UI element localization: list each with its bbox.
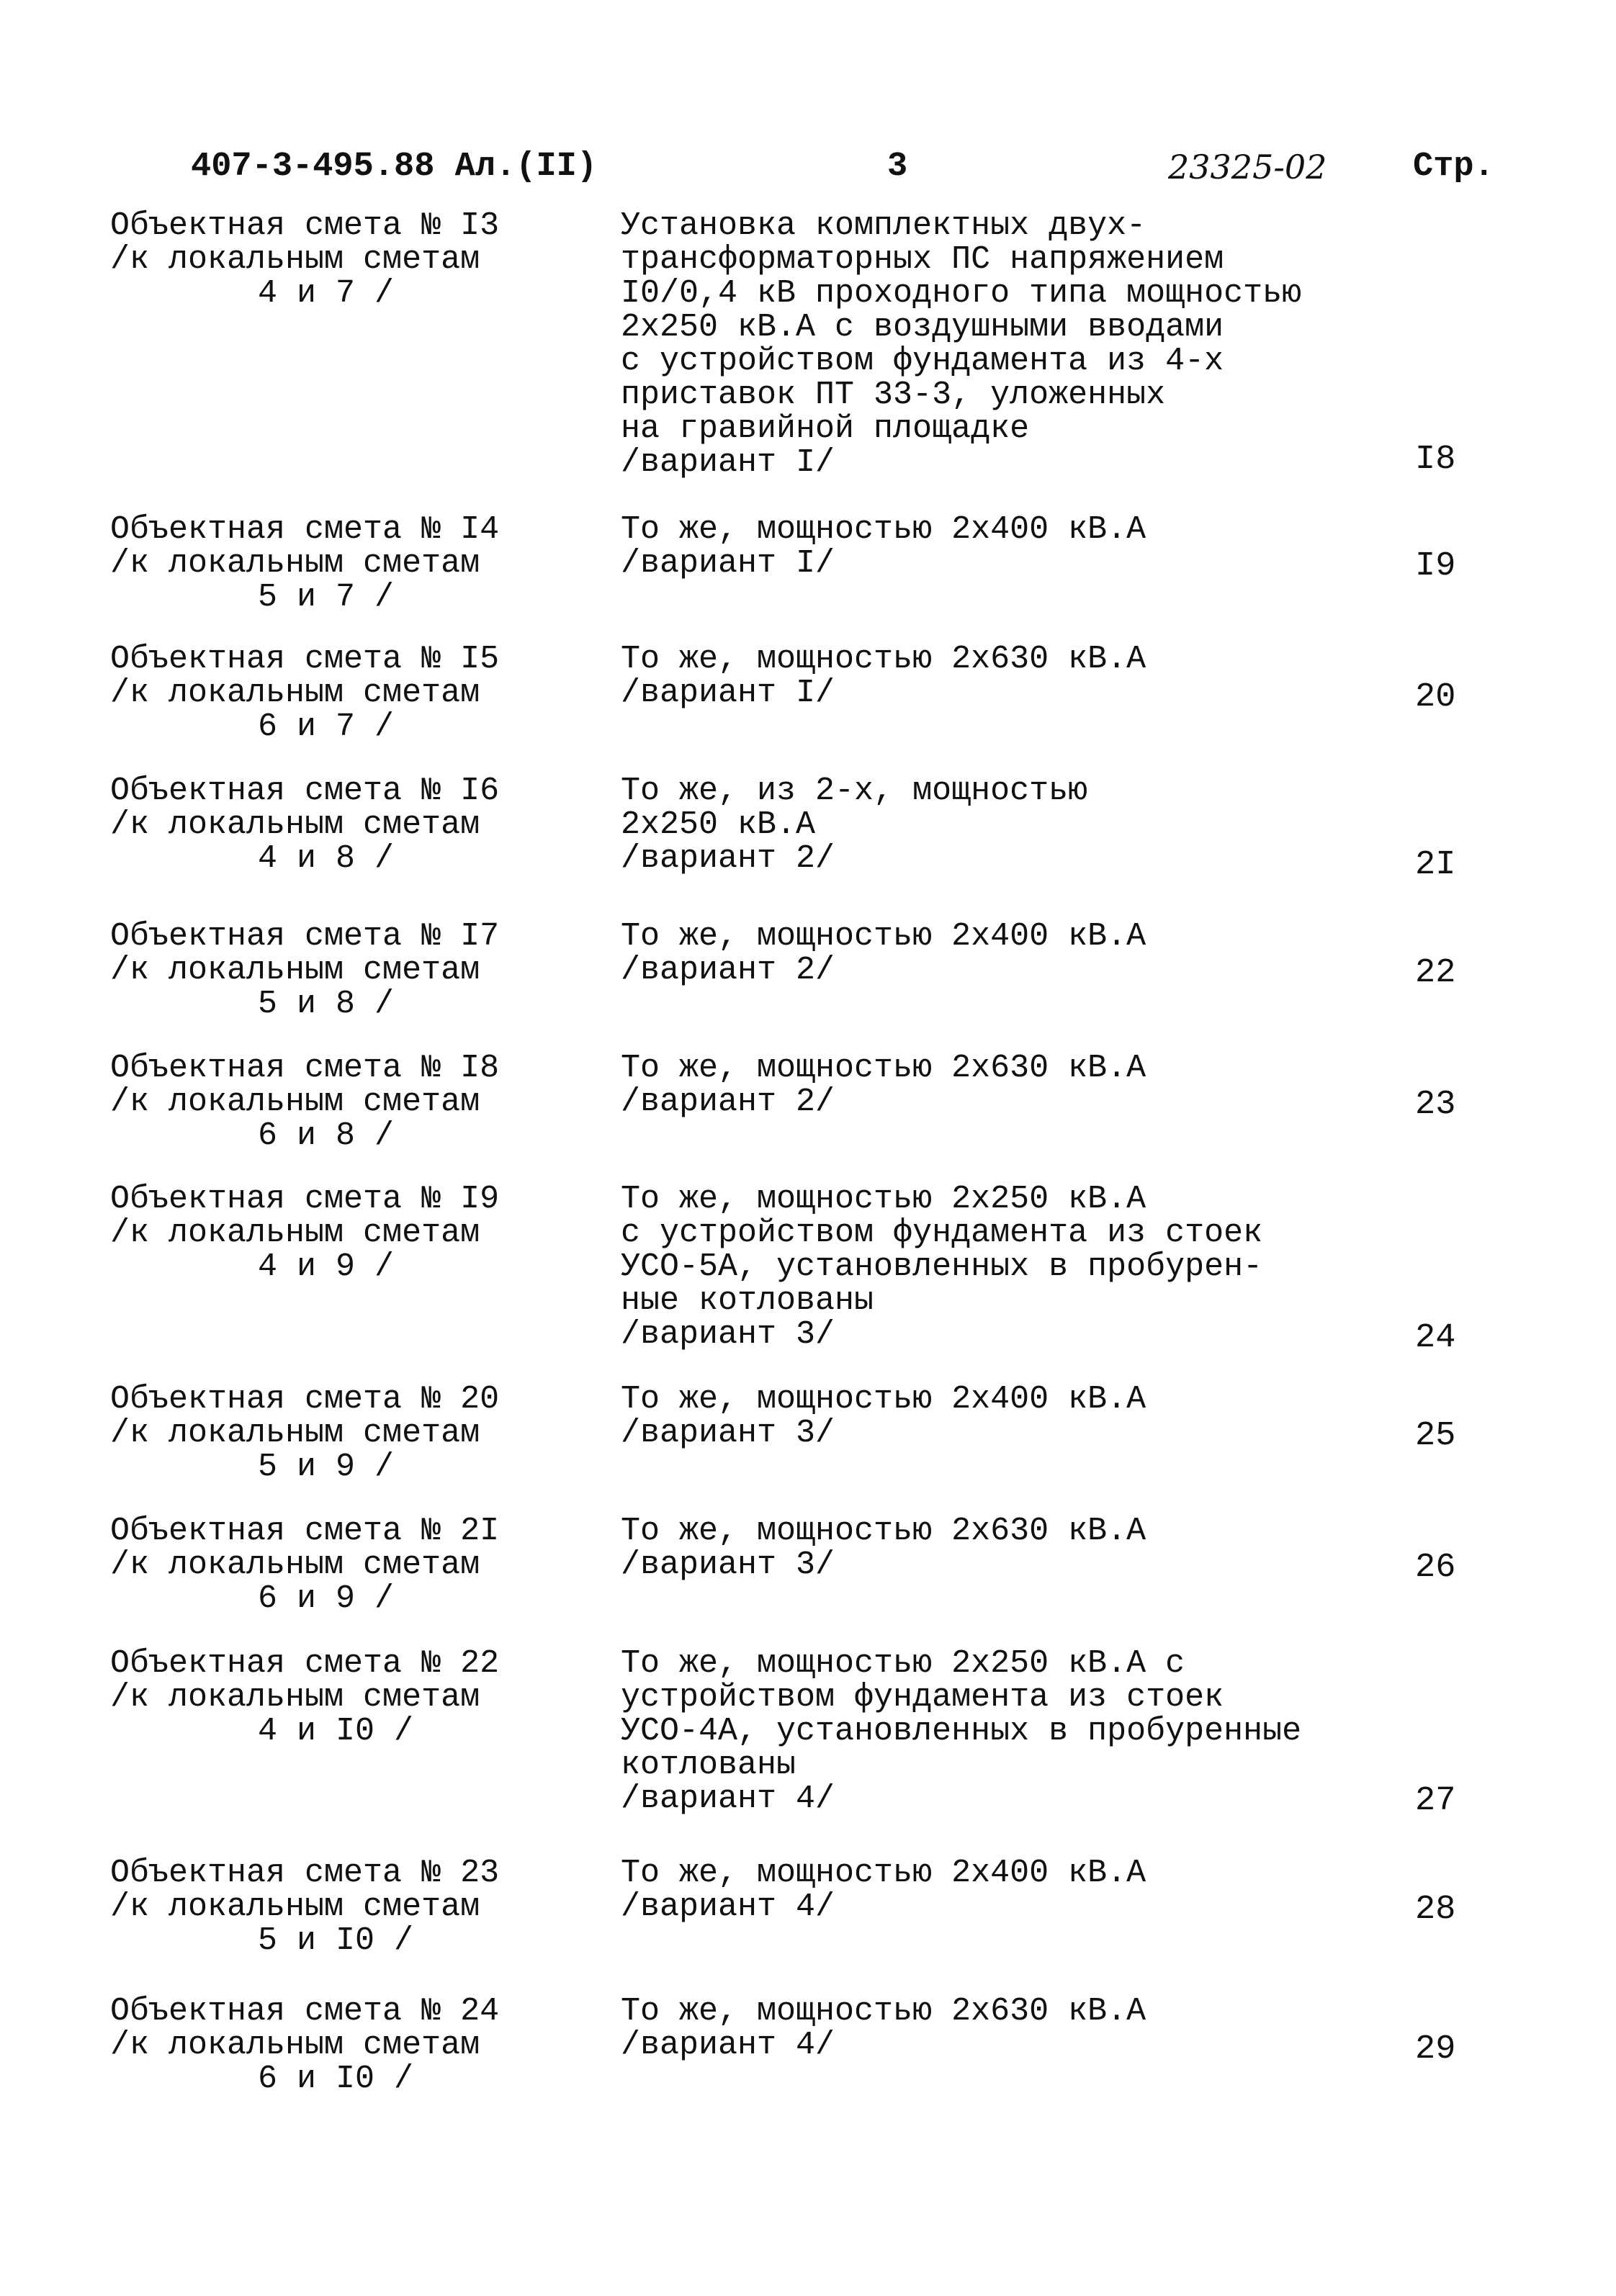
estimate-title-block: [110, 1856, 571, 1958]
estimate-reference: /к локальным сметам: [110, 675, 480, 711]
estimate-reference: /к локальным сметам: [110, 1547, 480, 1583]
estimate-description: [621, 1856, 1384, 1924]
estimate-title: Объектная смета № 2I: [110, 1513, 500, 1549]
estimate-reference-numbers: 5 и 8 /: [258, 986, 395, 1022]
description-line: котлованы: [621, 1747, 796, 1783]
description-line: /вариант I/: [621, 675, 835, 711]
description-line: УСО-4А, установленных в пробуренные: [621, 1713, 1302, 1750]
handwritten-code: 23325-02: [1168, 148, 1327, 186]
estimate-title-block: [110, 1182, 571, 1284]
estimate-description: [621, 1382, 1384, 1450]
description-line: То же, мощностью 2х630 кВ.А: [621, 1993, 1146, 2030]
estimate-reference: /к локальным сметам: [110, 952, 480, 989]
description-line: То же, мощностью 2х400 кВ.А: [621, 1855, 1146, 1891]
estimate-reference-numbers: 6 и 8 /: [258, 1117, 395, 1154]
page-reference: 23: [1415, 1086, 1456, 1124]
description-line: /вариант I/: [621, 444, 835, 481]
description-line: приставок ПТ 33-3, уложенных: [621, 377, 1166, 413]
estimate-reference-numbers: 4 и 9 /: [258, 1248, 395, 1285]
estimate-title: Объектная смета № I8: [110, 1050, 500, 1086]
description-line: трансформаторных ПС напряжением: [621, 241, 1224, 278]
description-line: ные котлованы: [621, 1282, 874, 1319]
estimate-title: Объектная смета № I5: [110, 641, 500, 677]
page-reference: 27: [1415, 1782, 1456, 1820]
estimate-reference: /к локальным сметам: [110, 806, 480, 843]
description-line: /вариант 4/: [621, 1888, 835, 1925]
description-line: То же, мощностью 2х400 кВ.А: [621, 511, 1146, 548]
estimate-reference: /к локальным сметам: [110, 1888, 480, 1925]
page-reference: I9: [1415, 547, 1456, 585]
estimate-description: [621, 642, 1384, 710]
estimate-title-block: [110, 1994, 571, 2096]
estimate-reference: /к локальным сметам: [110, 1215, 480, 1251]
description-line: То же, мощностью 2х630 кВ.А: [621, 1513, 1146, 1549]
estimate-title: Объектная смета № I4: [110, 511, 500, 548]
estimate-description: [621, 919, 1384, 987]
description-line: То же, мощностью 2х630 кВ.А: [621, 641, 1146, 677]
estimate-title: Объектная смета № I9: [110, 1181, 500, 1217]
description-line: /вариант 3/: [621, 1415, 835, 1451]
page-reference: 20: [1415, 678, 1456, 716]
description-line: /вариант 3/: [621, 1316, 835, 1353]
estimate-title-block: [110, 1051, 571, 1153]
estimate-title: Объектная смета № I6: [110, 773, 500, 809]
description-line: /вариант 3/: [621, 1547, 835, 1583]
page-reference: 29: [1415, 2030, 1456, 2068]
estimate-reference-numbers: 4 и I0 /: [258, 1713, 414, 1750]
estimate-reference-numbers: 6 и I0 /: [258, 2061, 414, 2097]
estimate-description: [621, 1182, 1384, 1351]
estimate-title-block: [110, 513, 571, 614]
estimate-title: Объектная смета № I3: [110, 207, 500, 244]
estimate-title: Объектная смета № I7: [110, 918, 500, 955]
estimate-title: Объектная смета № 23: [110, 1855, 500, 1891]
page-column-label: Стр.: [1413, 148, 1494, 186]
description-line: /вариант I/: [621, 545, 835, 582]
estimate-title-block: [110, 774, 571, 875]
estimate-title-block: [110, 209, 571, 310]
estimate-reference-numbers: 6 и 9 /: [258, 1580, 395, 1617]
page-reference: 24: [1415, 1319, 1456, 1357]
description-line: Установка комплектных двух-: [621, 207, 1146, 244]
estimate-reference-numbers: 5 и I0 /: [258, 1922, 414, 1959]
estimate-reference: /к локальным сметам: [110, 1084, 480, 1120]
estimate-title-block: [110, 1647, 571, 1748]
page-reference: 22: [1415, 954, 1456, 992]
page-reference: I8: [1415, 441, 1456, 479]
description-line: УСО-5А, установленных в пробурен-: [621, 1248, 1263, 1285]
estimate-reference: /к локальным сметам: [110, 1679, 480, 1716]
description-line: То же, из 2-х, мощностью: [621, 773, 1088, 809]
description-line: То же, мощностью 2х250 кВ.А с: [621, 1645, 1185, 1682]
description-line: То же, мощностью 2х630 кВ.А: [621, 1050, 1146, 1086]
estimate-description: [621, 1514, 1384, 1582]
description-line: /вариант 2/: [621, 840, 835, 877]
estimate-title: Объектная смета № 22: [110, 1645, 500, 1682]
page-number: 3: [887, 148, 908, 186]
document-code: 407-3-495.88 Ал.(II): [191, 148, 598, 186]
page-reference: 26: [1415, 1549, 1456, 1587]
description-line: /вариант 2/: [621, 952, 835, 989]
description-line: /вариант 4/: [621, 2027, 835, 2063]
description-line: То же, мощностью 2х250 кВ.А: [621, 1181, 1146, 1217]
estimate-reference-numbers: 6 и 7 /: [258, 708, 395, 745]
estimate-reference: /к локальным сметам: [110, 1415, 480, 1451]
estimate-description: [621, 774, 1384, 875]
estimate-reference: /к локальным сметам: [110, 2027, 480, 2063]
estimate-description: [621, 1051, 1384, 1119]
estimate-reference-numbers: 5 и 7 /: [258, 579, 395, 616]
estimate-title: Объектная смета № 24: [110, 1993, 500, 2030]
description-line: с устройством фундамента из 4-х: [621, 343, 1224, 379]
description-line: /вариант 2/: [621, 1084, 835, 1120]
description-line: 2х250 кВ.А с воздушными вводами: [621, 309, 1224, 346]
description-line: I0/0,4 кВ проходного типа мощностью: [621, 275, 1302, 312]
description-line: с устройством фундамента из стоек: [621, 1215, 1263, 1251]
description-line: То же, мощностью 2х400 кВ.А: [621, 1381, 1146, 1418]
estimate-title: Объектная смета № 20: [110, 1381, 500, 1418]
page-reference: 28: [1415, 1891, 1456, 1929]
estimate-reference-numbers: 4 и 7 /: [258, 275, 395, 312]
estimate-reference-numbers: 4 и 8 /: [258, 840, 395, 877]
estimate-description: [621, 209, 1384, 480]
description-line: на гравийной площадке: [621, 410, 1030, 447]
description-line: устройством фундамента из стоек: [621, 1679, 1224, 1716]
estimate-reference: /к локальным сметам: [110, 241, 480, 278]
description-line: 2х250 кВ.А: [621, 806, 816, 843]
estimate-title-block: [110, 1514, 571, 1616]
description-line: /вариант 4/: [621, 1780, 835, 1817]
estimate-title-block: [110, 919, 571, 1021]
estimate-title-block: [110, 642, 571, 744]
estimate-reference-numbers: 5 и 9 /: [258, 1449, 395, 1485]
estimate-description: [621, 513, 1384, 580]
estimate-title-block: [110, 1382, 571, 1484]
description-line: То же, мощностью 2х400 кВ.А: [621, 918, 1146, 955]
estimate-reference: /к локальным сметам: [110, 545, 480, 582]
estimate-description: [621, 1647, 1384, 1816]
page-reference: 25: [1415, 1417, 1456, 1455]
estimate-description: [621, 1994, 1384, 2062]
page-reference: 2I: [1415, 846, 1456, 884]
